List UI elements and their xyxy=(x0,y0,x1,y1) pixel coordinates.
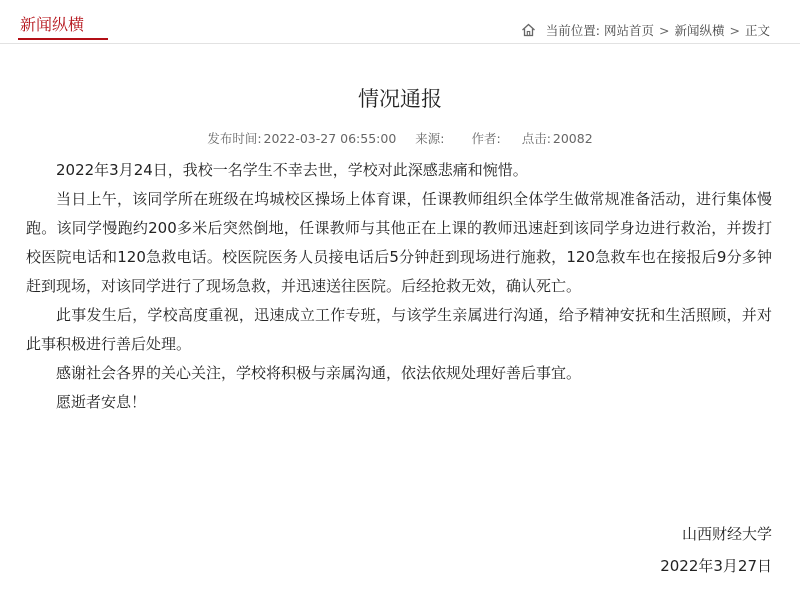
section-title-underline xyxy=(18,38,108,40)
clicks-label: 点击: xyxy=(521,131,551,146)
article-meta xyxy=(0,129,800,147)
paragraph: 感谢社会各界的关心关注，学校将积极与亲属沟通，依法依规处理好善后事宜。 xyxy=(56,364,582,382)
paragraph: 2022年3月24日，我校一名学生不幸去世，学校对此深感悲痛和惋惜。 xyxy=(56,161,528,179)
breadcrumb-separator: > xyxy=(659,22,670,38)
breadcrumb-prefix: 当前位置: xyxy=(545,23,600,38)
breadcrumb-separator: > xyxy=(729,22,740,38)
paragraph: 当日上午，该同学所在班级在坞城校区操场上体育课，任课教师组织全体学生做常规准备活动，进行集体慢跑。该同学慢跑约200多米后突然倒地，任课教师与其他正在上课的教师迅速赶到该同学身边进行救治，并拨打校医院电话和120急救电话。校医院医务人员接电话后5分钟赶到现场进行施救，120急救车也在接报后9分多钟赶到现场，对该同学进行了现场急救，并迅速送往医院。后经抢救无效，确认死亡。 xyxy=(26,190,772,295)
article-title: 情况通报 xyxy=(358,87,442,111)
author-label: 作者: xyxy=(471,131,501,146)
breadcrumb-current: 正文 xyxy=(744,23,770,38)
signature-date: 2022年3月27日 xyxy=(660,557,772,575)
published-label: 发布时间: xyxy=(207,131,262,146)
paragraph: 此事发生后，学校高度重视，迅速成立工作专班，与该学生亲属进行沟通，给予精神安抚和生活照顾，并对此事积极进行善后处理。 xyxy=(26,306,772,353)
published-value: 2022-03-27 06:55:00 xyxy=(263,131,397,146)
home-icon xyxy=(521,23,536,37)
section-title[interactable]: 新闻纵横 xyxy=(20,15,85,34)
source-label: 来源: xyxy=(415,131,445,146)
header-divider xyxy=(0,43,800,44)
signature-organization: 山西财经大学 xyxy=(681,525,772,543)
paragraph: 愿逝者安息！ xyxy=(56,393,147,411)
signature-block xyxy=(660,518,772,582)
breadcrumb-news-link[interactable]: 新闻纵横 xyxy=(674,23,725,38)
top-bar xyxy=(0,0,800,44)
clicks-value: 20082 xyxy=(552,131,593,146)
breadcrumb-home-link[interactable]: 网站首页 xyxy=(603,23,654,38)
breadcrumb xyxy=(521,21,770,39)
article-body xyxy=(26,156,772,417)
